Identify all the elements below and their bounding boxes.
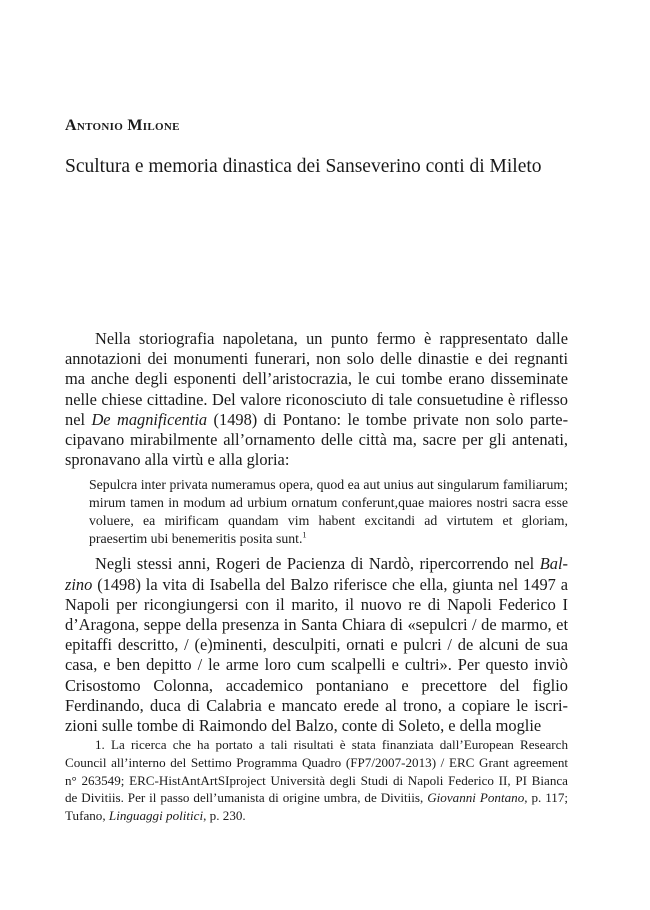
paragraph-1-text-a: Nella storiografia napoletana, un punto fermo è rappresentato dalle annotazioni dei monumenti funerari, non solo delle dinastie e dei regnanti ma anche degli esponenti dell’aristocrazia, le cui tombe erano disseminate nelle chiese cittadine. Del valore riconosciuto di tale consuetudine è riflesso nel xyxy=(65,329,568,429)
footnote-reference-1[interactable]: 1 xyxy=(302,529,307,540)
footnote-1 xyxy=(65,736,568,825)
footnote-text-a: 1. La ricerca che ha portato a tali risultati è stata finanziata dall’European Research Council all’interno del Settimo Programma Quadro (FP7/2007-2013) / ERC Grant agreement n° 263549; ERC-HistAntArtSIproject Università degli Studi di Napoli Federico II, PI Bianca de Divitiis. Per il passo dell’umanista di origine umbra, de Divitiis, xyxy=(65,737,568,806)
latin-quotation xyxy=(89,476,568,548)
footnote-text-c: , p. 230. xyxy=(203,808,246,824)
footnote-text xyxy=(65,736,568,825)
footnote-text-b: , p. 117; Tufano, xyxy=(65,790,569,824)
paragraph-2-text-a: Negli stessi anni, Rogeri de Pacienza di Nardò, ripercorrendo nel xyxy=(95,554,540,574)
chapter-title: Scultura e memoria dinastica dei Sanseverino conti di Mileto xyxy=(65,156,542,177)
paragraph-1 xyxy=(65,329,568,470)
work-title-de-magnificentia: De magnificentia xyxy=(91,409,208,429)
author-name: Antonio Milone xyxy=(65,117,180,134)
work-title-balzino: Balzino xyxy=(65,554,568,594)
quotation-text: Sepulcra inter privata numeramus opera, quod ea aut unius aut singularum familiarum; mirum tamen in modum ad urbium ornatum conferunt,quae maiores nostri sacra esse voluere, ea mirificam quandam vim habent excitandi ad virtutem et gloriam, praesertim ubi benemeritis posita sunt. xyxy=(89,477,568,547)
body-text xyxy=(65,329,568,736)
paragraph-2-text-b: (1498) la vita di Isabella del Balzo riferisce che ella, giunta nel 1497 a Napoli per ricongiungersi con il marito, il nuovo re di Napoli Federico I d’Aragona, seppe della presenza in Santa Chiara di «sepulcri / de marmo, et epitaffi descritto, / (e)minenti, desculpiti, ornati e pulcri / de alcuni de sua casa, e ben depitto / le arme loro cum scalpelli e cultri». Per questo inviò Crisostomo Colonna, accademico pontaniano e precettore del figlio Ferdinando, duca di Calabria e mancato erede al trono, a copiare le iscrizioni sulle tombe di Raimondo del Balzo, conte di Soleto, e della moglie xyxy=(65,574,568,736)
footnote-work-title-1: Giovanni Pontano xyxy=(427,790,525,806)
paragraph-2 xyxy=(65,554,568,736)
paragraph-1-text-b: (1498) di Pontano: le tombe private non solo partecipavano mirabilmente all’ornamento delle città ma, sacre per gli antenati, spronavano alla virtù e alla gloria: xyxy=(65,409,569,470)
footnote-work-title-2: Linguaggi politici xyxy=(108,808,204,824)
